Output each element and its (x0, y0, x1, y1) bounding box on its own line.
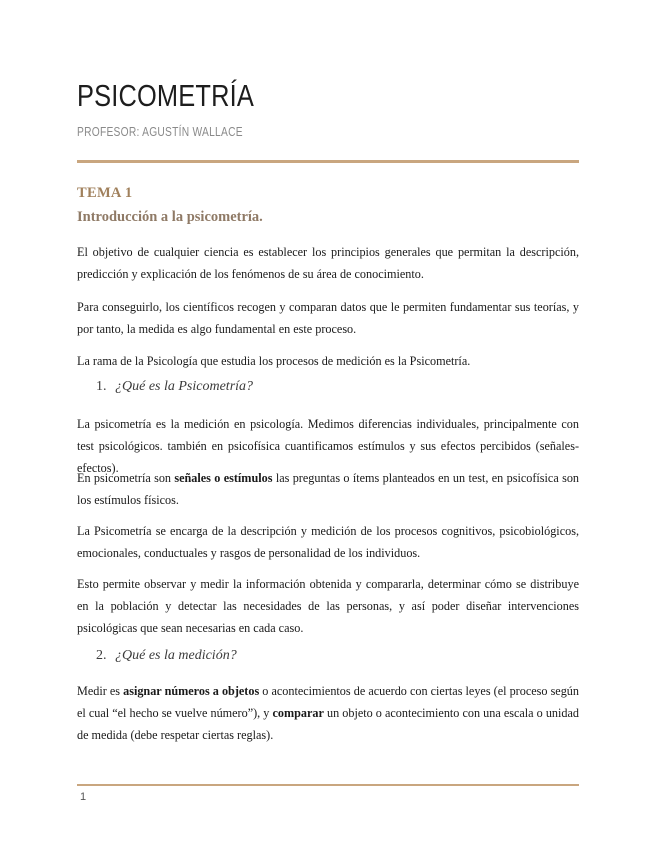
text-run: un objeto o acontecimiento con una escala o unidad de medida (debe respetar ciertas reglas). (77, 706, 579, 742)
paragraph-1: El objetivo de cualquier ciencia es establecer los principios generales que permitan la descripción, predicción y explicación de los fenómenos de su área de conocimiento. (77, 245, 579, 281)
paragraph-8 (77, 680, 579, 746)
page-number: 1 (80, 791, 87, 803)
section-title: ¿Qué es la Psicometría? (115, 379, 254, 394)
paragraph-3: La rama de la Psicología que estudia los procesos de medición es la Psicometría. (77, 354, 471, 368)
bold-term: asignar números a objetos (123, 684, 260, 698)
section-title: ¿Qué es la medición? (115, 648, 237, 663)
document-subtitle: PROFESOR: AGUSTÍN WALLACE (77, 125, 243, 139)
bold-term: comparar (272, 706, 324, 720)
header-divider (77, 160, 579, 163)
section-heading-1 (96, 379, 253, 395)
section-number: 2. (96, 648, 107, 663)
paragraph-4: La psicometría es la medición en psicología. Medimos diferencias individuales, principalmente con test psicológicos. también en psicofísica cuantificamos estímulos y sus efectos percibidos (señales-efectos). (77, 417, 579, 475)
footer-divider (77, 784, 579, 786)
bold-term: señales o estímulos (174, 471, 273, 485)
intro-heading: Introducción a la psicometría. (77, 209, 263, 225)
text-run: las preguntas o ítems planteados en un test, en psicofísica son los estímulos físicos. (77, 471, 580, 507)
section-number: 1. (96, 379, 107, 394)
paragraph-7: Esto permite observar y medir la información obtenida y compararla, determinar cómo se distribuye en la población y detectar las necesidades de las personas, y así poder diseñar intervenciones psicológicas que sean necesarias en cada caso. (77, 577, 579, 635)
text-run: o acontecimientos de acuerdo con ciertas leyes (el proceso según el cual “el hecho se vuelve número”), y (77, 684, 579, 720)
section-heading-2 (96, 648, 237, 664)
paragraph-5 (77, 467, 579, 511)
text-run: En psicometría son (77, 471, 175, 485)
paragraph-2: Para conseguirlo, los científicos recogen y comparan datos que le permiten fundamentar sus teorías, y por tanto, la medida es algo fundamental en este proceso. (77, 300, 579, 336)
text-run: Medir es (77, 684, 124, 698)
topic-label: TEMA 1 (77, 185, 133, 201)
document-title: PSICOMETRÍA (77, 78, 254, 113)
paragraph-6: La Psicometría se encarga de la descripción y medición de los procesos cognitivos, psicobiológicos, emocionales, conductuales y rasgos de personalidad de los individuos. (77, 524, 579, 560)
